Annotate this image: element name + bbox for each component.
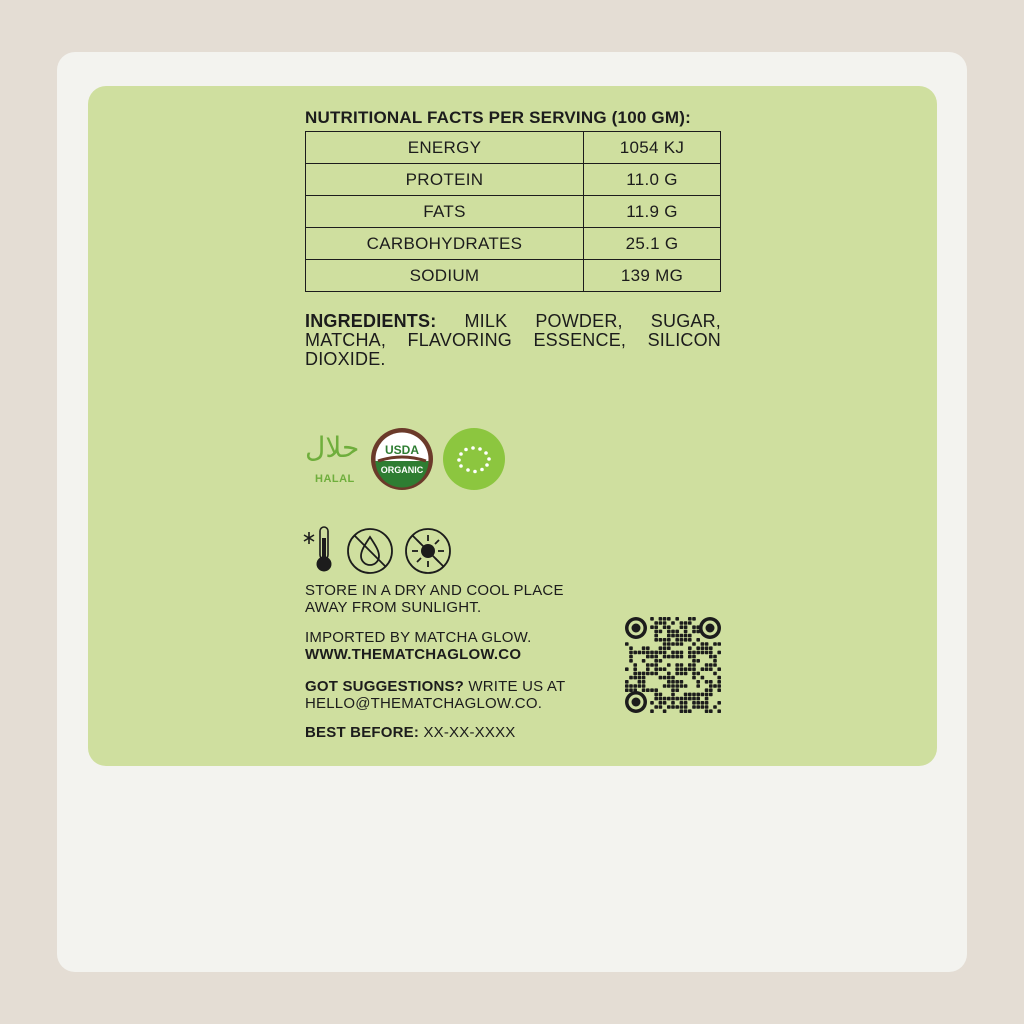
nutrition-title: NUTRITIONAL FACTS PER SERVING (100 GM): — [305, 108, 691, 127]
qr-module — [684, 638, 688, 642]
qr-module — [688, 693, 692, 697]
qr-module — [680, 655, 684, 659]
qr-module — [701, 693, 705, 697]
qr-module — [701, 667, 705, 671]
qr-module — [659, 630, 663, 634]
qr-module — [663, 667, 667, 671]
qr-module — [709, 663, 713, 667]
qr-module — [709, 651, 713, 655]
qr-module — [680, 709, 684, 713]
qr-module — [692, 659, 696, 663]
qr-module — [625, 688, 629, 692]
qr-module — [642, 676, 646, 680]
qr-module — [696, 646, 700, 650]
website-link[interactable]: WWW.THEMATCHAGLOW.CO — [305, 646, 522, 663]
qr-module — [692, 676, 696, 680]
qr-module — [650, 709, 654, 713]
qr-module — [713, 642, 717, 646]
qr-module — [638, 651, 642, 655]
qr-module — [705, 642, 709, 646]
qr-module — [659, 646, 663, 650]
qr-module — [688, 646, 692, 650]
qr-module — [654, 630, 658, 634]
qr-module — [717, 709, 721, 713]
qr-module — [680, 680, 684, 684]
qr-module — [680, 621, 684, 625]
qr-module — [667, 676, 671, 680]
qr-module — [709, 688, 713, 692]
qr-module — [692, 667, 696, 671]
qr-module — [650, 655, 654, 659]
qr-module — [717, 688, 721, 692]
qr-module — [671, 630, 675, 634]
qr-module — [709, 684, 713, 688]
qr-module — [646, 651, 650, 655]
qr-module — [642, 646, 646, 650]
qr-module — [675, 663, 679, 667]
qr-module — [680, 634, 684, 638]
qr-module — [688, 634, 692, 638]
qr-module — [659, 693, 663, 697]
qr-module — [696, 697, 700, 701]
qr-module — [671, 676, 675, 680]
qr-module — [701, 705, 705, 709]
qr-module — [625, 642, 629, 646]
nutrient-value: 11.9 G — [584, 196, 721, 228]
certifications — [303, 427, 513, 495]
qr-module — [671, 651, 675, 655]
qr-module — [654, 621, 658, 625]
qr-module — [667, 680, 671, 684]
qr-module — [625, 680, 629, 684]
qr-module — [675, 697, 679, 701]
qr-module — [650, 701, 654, 705]
storage-instructions — [305, 582, 564, 616]
importer-line: IMPORTED BY MATCHA GLOW. — [305, 629, 532, 646]
qr-module — [633, 663, 637, 667]
qr-module — [663, 651, 667, 655]
qr-module — [717, 676, 721, 680]
qr-module — [671, 697, 675, 701]
qr-module — [663, 676, 667, 680]
qr-module — [642, 688, 646, 692]
qr-module — [663, 701, 667, 705]
qr-module — [646, 646, 650, 650]
qr-module — [667, 638, 671, 642]
qr-module — [667, 634, 671, 638]
ingredients-list: MILK POWDER, SUGAR, MATCHA, FLAVORING ESSENCE, SILICON DIOXIDE. — [305, 311, 722, 369]
qr-module — [671, 642, 675, 646]
qr-module — [717, 684, 721, 688]
qr-module — [688, 638, 692, 642]
qr-module — [629, 688, 633, 692]
qr-module — [680, 663, 684, 667]
qr-module — [659, 667, 663, 671]
qr-module — [680, 638, 684, 642]
usda-organic-seal-icon — [370, 427, 434, 491]
qr-module — [705, 667, 709, 671]
qr-module — [705, 697, 709, 701]
qr-module — [692, 651, 696, 655]
qr-module — [696, 630, 700, 634]
qr-module — [654, 697, 658, 701]
qr-module — [675, 634, 679, 638]
label-content — [305, 108, 725, 387]
qr-module — [659, 659, 663, 663]
best-before-label: BEST BEFORE: — [305, 724, 420, 741]
qr-module — [688, 651, 692, 655]
qr-module — [684, 684, 688, 688]
qr-module — [701, 676, 705, 680]
nutrient-name: PROTEIN — [306, 164, 584, 196]
table-row — [306, 260, 721, 292]
qr-module — [696, 680, 700, 684]
qr-module — [667, 642, 671, 646]
ingredients-text — [305, 312, 721, 369]
nutrient-value: 25.1 G — [584, 228, 721, 260]
qr-module — [717, 651, 721, 655]
qr-module — [659, 697, 663, 701]
qr-module — [638, 680, 642, 684]
suggestions-label: GOT SUGGESTIONS? — [305, 678, 465, 695]
qr-module — [654, 638, 658, 642]
qr-module — [696, 651, 700, 655]
qr-module — [705, 701, 709, 705]
qr-module — [692, 701, 696, 705]
qr-module — [688, 621, 692, 625]
qr-module — [717, 642, 721, 646]
qr-module — [688, 663, 692, 667]
usda-bottom-text: ORGANIC — [380, 465, 424, 475]
qr-module — [654, 672, 658, 676]
qr-module — [659, 651, 663, 655]
qr-module — [629, 651, 633, 655]
qr-module — [675, 672, 679, 676]
qr-module — [692, 705, 696, 709]
qr-module — [638, 672, 642, 676]
qr-module — [713, 659, 717, 663]
qr-module — [659, 676, 663, 680]
eu-organic-leaf-icon — [443, 428, 505, 490]
qr-module — [680, 651, 684, 655]
qr-module — [692, 672, 696, 676]
no-sunlight-icon — [403, 526, 453, 576]
qr-module — [671, 688, 675, 692]
qr-module — [680, 667, 684, 671]
nutrient-name: FATS — [306, 196, 584, 228]
qr-module — [696, 705, 700, 709]
qr-module — [701, 642, 705, 646]
qr-module — [717, 680, 721, 684]
qr-module — [663, 621, 667, 625]
nutrient-name: CARBOHYDRATES — [306, 228, 584, 260]
qr-module — [696, 701, 700, 705]
qr-module — [684, 672, 688, 676]
qr-module — [654, 659, 658, 663]
qr-module — [684, 693, 688, 697]
ingredients-label: INGREDIENTS: — [305, 311, 437, 331]
qr-module — [667, 684, 671, 688]
qr-module — [646, 688, 650, 692]
qr-module — [654, 634, 658, 638]
qr-module — [663, 638, 667, 642]
qr-module — [680, 705, 684, 709]
qr-module — [654, 651, 658, 655]
qr-module — [667, 625, 671, 629]
qr-module — [675, 638, 679, 642]
qr-module — [629, 655, 633, 659]
cold-storage-icon — [303, 524, 337, 574]
qr-module — [633, 676, 637, 680]
qr-module — [688, 709, 692, 713]
qr-module — [675, 688, 679, 692]
email-link[interactable]: HELLO@THEMATCHAGLOW.CO. — [305, 695, 543, 712]
qr-module — [663, 642, 667, 646]
qr-module — [717, 701, 721, 705]
qr-module — [692, 617, 696, 621]
qr-module — [667, 663, 671, 667]
qr-module — [642, 651, 646, 655]
qr-module — [692, 655, 696, 659]
qr-module — [713, 663, 717, 667]
qr-module — [667, 655, 671, 659]
storage-line-1: STORE IN A DRY AND COOL PLACE — [305, 582, 564, 599]
qr-module — [680, 642, 684, 646]
qr-module — [713, 705, 717, 709]
qr-module — [654, 705, 658, 709]
qr-module — [654, 667, 658, 671]
importer-info — [305, 629, 532, 663]
qr-module — [705, 663, 709, 667]
qr-module — [684, 621, 688, 625]
qr-module — [675, 642, 679, 646]
qr-module — [680, 625, 684, 629]
qr-module — [654, 693, 658, 697]
qr-module — [709, 655, 713, 659]
qr-module — [671, 680, 675, 684]
qr-module — [663, 655, 667, 659]
qr-module — [688, 667, 692, 671]
nutrition-table — [305, 131, 721, 292]
qr-module — [654, 655, 658, 659]
qr-module — [671, 634, 675, 638]
qr-module — [705, 709, 709, 713]
table-row — [306, 228, 721, 260]
qr-module — [675, 651, 679, 655]
qr-module — [663, 646, 667, 650]
qr-module — [646, 663, 650, 667]
nutrient-name: ENERGY — [306, 132, 584, 164]
table-row — [306, 132, 721, 164]
halal-logo — [303, 433, 363, 489]
qr-module — [633, 667, 637, 671]
qr-module — [663, 684, 667, 688]
suggestions-text: WRITE US AT — [464, 678, 566, 695]
qr-module — [684, 634, 688, 638]
qr-module — [650, 672, 654, 676]
qr-module — [692, 625, 696, 629]
qr-module — [684, 705, 688, 709]
qr-module — [680, 701, 684, 705]
qr-module — [663, 709, 667, 713]
qr-module — [696, 693, 700, 697]
qr-module — [629, 659, 633, 663]
qr-module — [659, 705, 663, 709]
qr-module — [629, 684, 633, 688]
table-row — [306, 164, 721, 196]
qr-module — [667, 697, 671, 701]
qr-module — [705, 651, 709, 655]
qr-module — [650, 625, 654, 629]
qr-module — [692, 630, 696, 634]
qr-module — [667, 705, 671, 709]
qr-module — [663, 697, 667, 701]
qr-module — [650, 688, 654, 692]
qr-module — [709, 667, 713, 671]
qr-module — [680, 672, 684, 676]
qr-module — [625, 684, 629, 688]
qr-module — [688, 655, 692, 659]
qr-module — [705, 688, 709, 692]
usda-top-text: USDA — [384, 443, 420, 457]
qr-module — [684, 667, 688, 671]
qr-module — [663, 625, 667, 629]
qr-module — [709, 646, 713, 650]
qr-module — [675, 680, 679, 684]
qr-module — [713, 684, 717, 688]
qr-module — [713, 672, 717, 676]
qr-module — [642, 680, 646, 684]
qr-module — [696, 684, 700, 688]
qr-module — [709, 680, 713, 684]
best-before — [305, 724, 515, 741]
halal-arabic: حلال — [305, 432, 360, 463]
qr-module — [692, 663, 696, 667]
qr-module — [696, 672, 700, 676]
qr-module — [675, 617, 679, 621]
best-before-value: XX-XX-XXXX — [419, 724, 516, 741]
qr-module — [650, 617, 654, 621]
qr-module — [633, 651, 637, 655]
qr-module — [650, 651, 654, 655]
qr-module — [684, 697, 688, 701]
qr-module — [709, 693, 713, 697]
qr-module — [701, 651, 705, 655]
qr-module — [642, 684, 646, 688]
nutrient-name: SODIUM — [306, 260, 584, 292]
qr-module — [642, 672, 646, 676]
qr-module — [667, 617, 671, 621]
qr-module — [654, 625, 658, 629]
qr-module — [629, 676, 633, 680]
qr-module — [701, 701, 705, 705]
nutrient-value: 1054 KJ — [584, 132, 721, 164]
qr-module — [671, 655, 675, 659]
qr-module — [650, 663, 654, 667]
qr-module — [633, 688, 637, 692]
qr-module — [684, 709, 688, 713]
qr-module — [629, 646, 633, 650]
qr-module — [646, 655, 650, 659]
qr-module — [688, 697, 692, 701]
qr-module — [659, 617, 663, 621]
qr-module — [659, 621, 663, 625]
qr-module — [638, 676, 642, 680]
halal-label: HALAL — [315, 473, 355, 485]
qr-module — [625, 667, 629, 671]
qr-module — [680, 697, 684, 701]
qr-module — [692, 693, 696, 697]
qr-module — [701, 646, 705, 650]
qr-module — [692, 697, 696, 701]
qr-module — [671, 701, 675, 705]
qr-module — [638, 684, 642, 688]
qr-module — [696, 625, 700, 629]
qr-module — [633, 672, 637, 676]
qr-module — [705, 693, 709, 697]
suggestions-info — [305, 678, 565, 712]
qr-module — [659, 638, 663, 642]
qr-module — [675, 655, 679, 659]
table-row — [306, 196, 721, 228]
qr-module — [717, 667, 721, 671]
qr-module — [684, 625, 688, 629]
qr-module — [684, 701, 688, 705]
qr-module — [663, 617, 667, 621]
qr-module — [654, 688, 658, 692]
qr-module — [675, 630, 679, 634]
qr-module — [642, 659, 646, 663]
qr-module — [705, 705, 709, 709]
qr-module — [671, 705, 675, 709]
qr-module — [675, 684, 679, 688]
qr-module — [667, 646, 671, 650]
qr-module — [692, 642, 696, 646]
qr-module — [675, 705, 679, 709]
qr-module — [667, 672, 671, 676]
qr-module — [671, 621, 675, 625]
qr-module — [667, 630, 671, 634]
qr-module — [646, 672, 650, 676]
qr-module — [696, 638, 700, 642]
qr-module — [675, 667, 679, 671]
qr-module — [659, 701, 663, 705]
qr-module — [671, 684, 675, 688]
storage-icons — [303, 522, 463, 576]
qr-module — [654, 663, 658, 667]
nutrient-value: 139 MG — [584, 260, 721, 292]
qr-module — [680, 684, 684, 688]
qr-module — [688, 617, 692, 621]
qr-module — [633, 684, 637, 688]
qr-module — [646, 667, 650, 671]
storage-line-2: AWAY FROM SUNLIGHT. — [305, 599, 482, 616]
nutrient-value: 11.0 G — [584, 164, 721, 196]
qr-code-icon[interactable] — [624, 616, 722, 714]
qr-module — [705, 646, 709, 650]
qr-module — [709, 709, 713, 713]
qr-module — [684, 630, 688, 634]
qr-module — [713, 655, 717, 659]
no-moisture-icon — [345, 526, 395, 576]
qr-module — [696, 659, 700, 663]
qr-module — [705, 680, 709, 684]
qr-module — [671, 693, 675, 697]
